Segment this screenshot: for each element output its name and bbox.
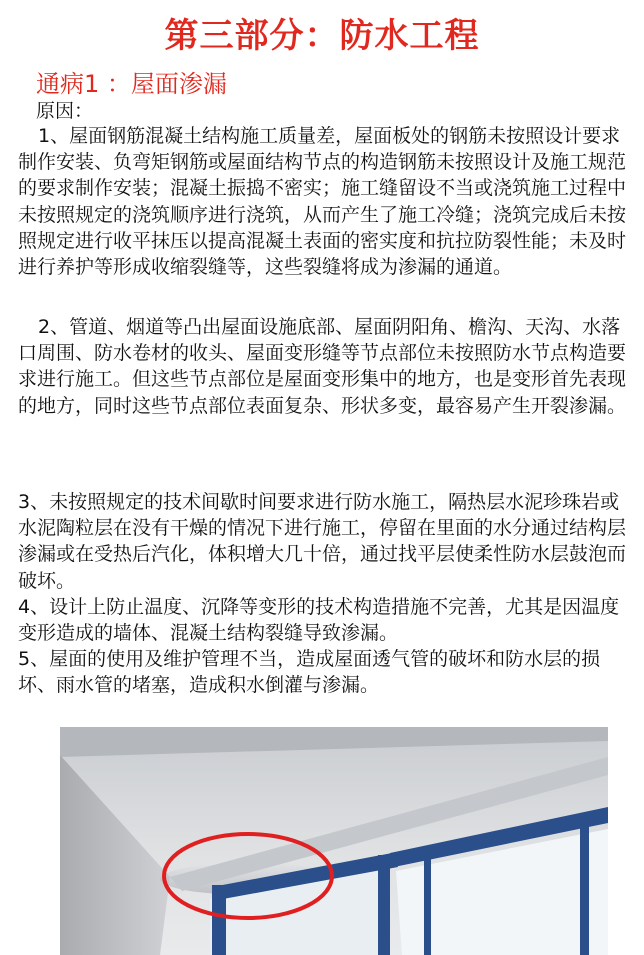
cause-paragraph-2: 2、管道、烟道等凸出屋面设施底部、屋面阴阳角、檐沟、天沟、水落口周围、防水卷材的收头、屋面变形缝等节点部位未按照防水节点构造要求进行施工。但这些节点部位是屋面变形集中的地方，也是变形首先表现的地方，同时这些节点部位表面复杂、形状多变，最容易产生开裂渗漏。: [18, 316, 627, 417]
cause-list-block: [18, 489, 628, 699]
window-mullion-far-right: [580, 819, 589, 955]
cause-label: 原因：: [36, 100, 94, 122]
roof-leak-photo: [60, 727, 608, 955]
window-mullion-center: [378, 855, 390, 955]
roof-leak-photo-drawing: [60, 727, 608, 955]
cause-paragraph-3: 3、未按照规定的技术间歇时间要求进行防水施工，隔热层水泥珍珠岩或水泥陶粒层在没有干燥的情况下进行施工，停留在里面的水分通过结构层渗漏或在受热后汽化，体积增大几十倍，通过找平层使柔性防水层鼓泡而破坏。: [18, 491, 627, 592]
cause-paragraph-4: 4、设计上防止温度、沉降等变形的技术构造措施不完善，尤其是因温度变形造成的墙体、混凝土结构裂缝导致渗漏。: [18, 595, 620, 645]
cause-paragraph-5: 5、屋面的使用及维护管理不当，造成屋面透气管的破坏和防水层的损坏、雨水管的堵塞，造成积水倒灌与渗漏。: [18, 648, 601, 697]
window-mullion-right: [424, 859, 431, 955]
page-title: 第三部分：防水工程: [164, 16, 480, 56]
section-subtitle: 通病1 ：屋面渗漏: [36, 70, 227, 98]
cause-paragraph-1: 1、屋面钢筋混凝土结构施工质量差，屋面板处的钢筋未按照设计要求制作安装、负弯矩钢筋或屋面结构节点的构造钢筋未按照设计及施工规范的要求制作安装；混凝土振捣不密实；施工缝留设不当或浇筑施工过程中未按照规定的浇筑顺序进行浇筑，从而产生了施工冷缝；浇筑完成后未按照规定进行收平抹压以提高混凝土表面的密实度和抗拉防裂性能；未及时进行养护等形成收缩裂缝等，这些裂缝将成为渗漏的通道。: [18, 125, 627, 279]
